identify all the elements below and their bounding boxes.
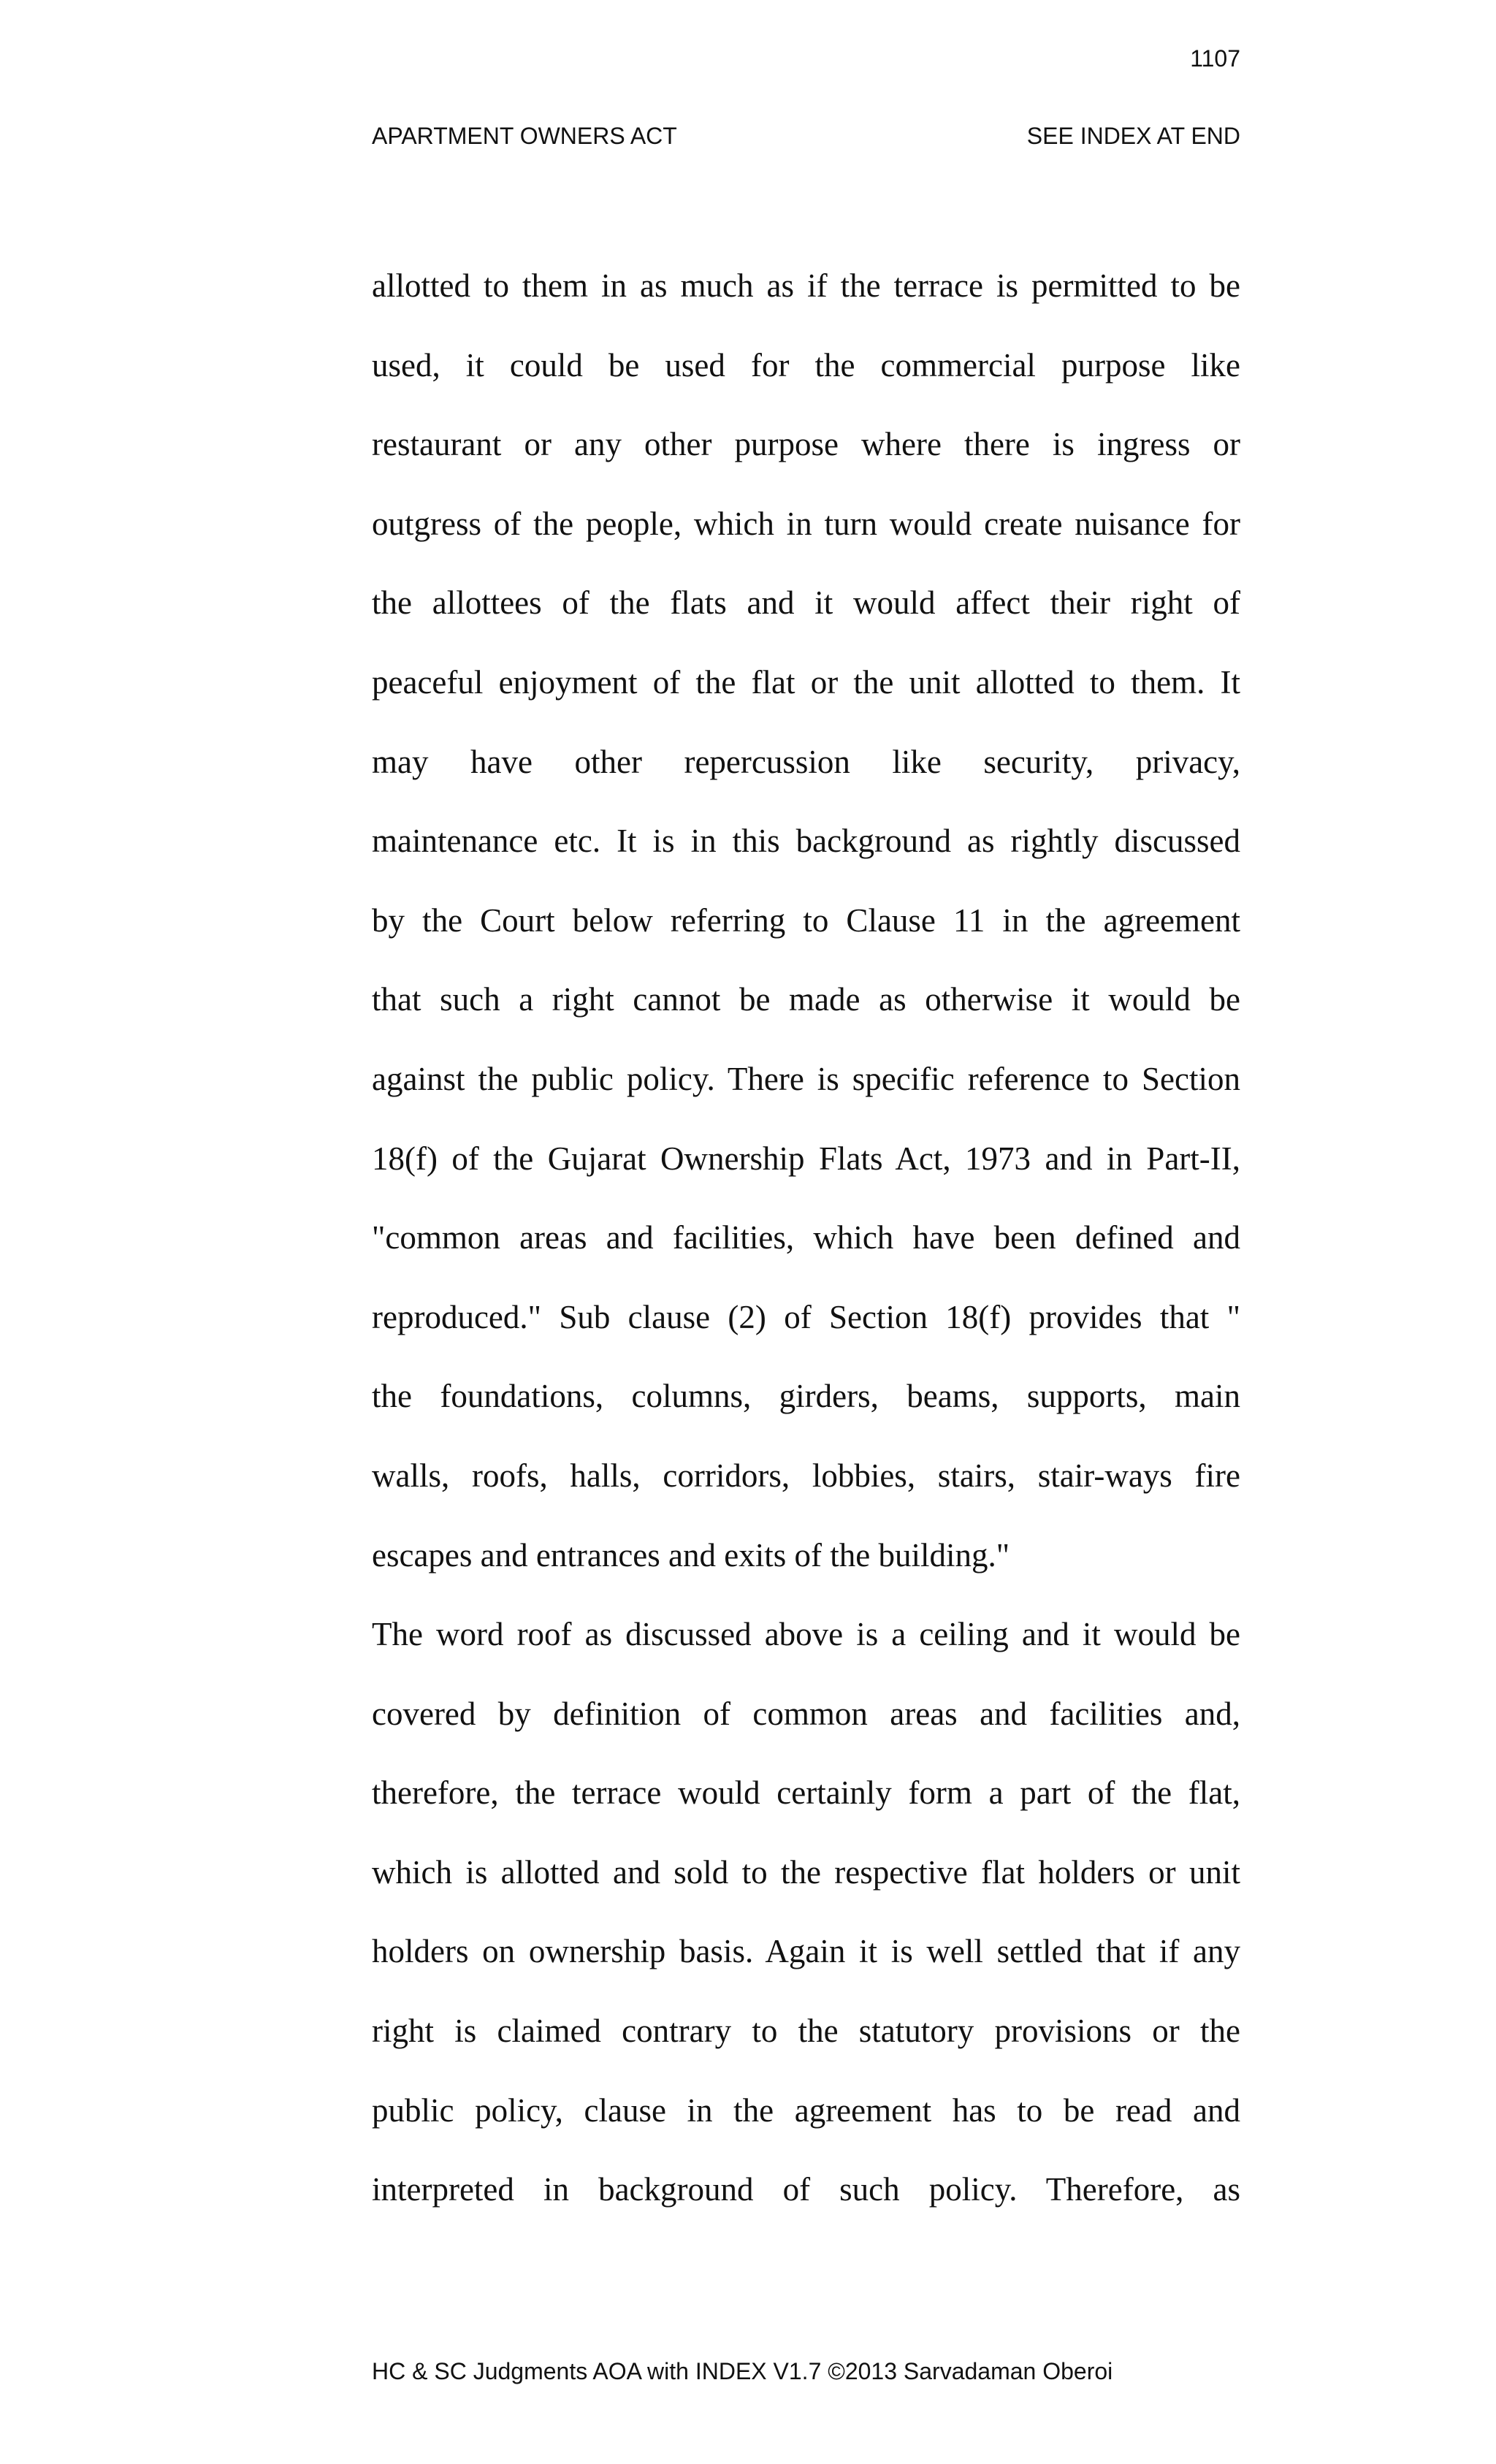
body-line: The word roof as discussed above is a ceiling and it would be <box>372 1616 1240 1653</box>
body-line: public policy, clause in the agreement has to be read and <box>372 2091 1240 2129</box>
body-line: reproduced." Sub clause (2) of Section 18(f) provides that " <box>372 1298 1240 1335</box>
body-line: interpreted in background of such policy. Therefore, as <box>372 2171 1240 2208</box>
body-line: right is claimed contrary to the statutory provisions or the <box>372 2013 1240 2050</box>
running-header-title: APARTMENT OWNERS ACT <box>372 123 677 149</box>
body-line: walls, roofs, halls, corridors, lobbies, stairs, stair-ways fire <box>372 1457 1240 1494</box>
body-line: outgress of the people, which in turn would create nuisance for <box>372 505 1240 542</box>
page-footer: HC & SC Judgments AOA with INDEX V1.7 ©2013 Sarvadaman Oberoi <box>372 2358 1113 2384</box>
body-line: therefore, the terrace would certainly form a part of the flat, <box>372 1774 1240 1812</box>
body-line: used, it could be used for the commercial purpose like <box>372 346 1240 384</box>
body-line: the allottees of the flats and it would affect their right of <box>372 584 1240 622</box>
body-line: maintenance etc. It is in this background as rightly discussed <box>372 823 1240 860</box>
page-number: 1107 <box>1190 45 1240 72</box>
body-line: the foundations, columns, girders, beams, supports, main <box>372 1378 1240 1415</box>
body-line: may have other repercussion like security, privacy, <box>372 743 1240 780</box>
body-text <box>372 260 1240 2243</box>
body-line: allotted to them in as much as if the terrace is permitted to be <box>372 267 1240 304</box>
body-line: that such a right cannot be made as otherwise it would be <box>372 981 1240 1018</box>
body-line: which is allotted and sold to the respective flat holders or unit <box>372 1853 1240 1891</box>
body-line: "common areas and facilities, which have been defined and <box>372 1219 1240 1256</box>
body-line: against the public policy. There is specific reference to Section <box>372 1060 1240 1097</box>
body-line-paragraph-end: escapes and entrances and exits of the building." <box>372 1536 1010 1574</box>
body-line: covered by definition of common areas and facilities and, <box>372 1695 1240 1732</box>
body-line: restaurant or any other purpose where there is ingress or <box>372 426 1240 463</box>
body-line: holders on ownership basis. Again it is well settled that if any <box>372 1933 1240 1970</box>
body-line: by the Court below referring to Clause 11 in the agreement <box>372 901 1240 939</box>
running-header-index-note: SEE INDEX AT END <box>1026 123 1240 149</box>
body-line: peaceful enjoyment of the flat or the unit allotted to them. It <box>372 663 1240 701</box>
body-line: 18(f) of the Gujarat Ownership Flats Act, 1973 and in Part-II, <box>372 1140 1240 1177</box>
